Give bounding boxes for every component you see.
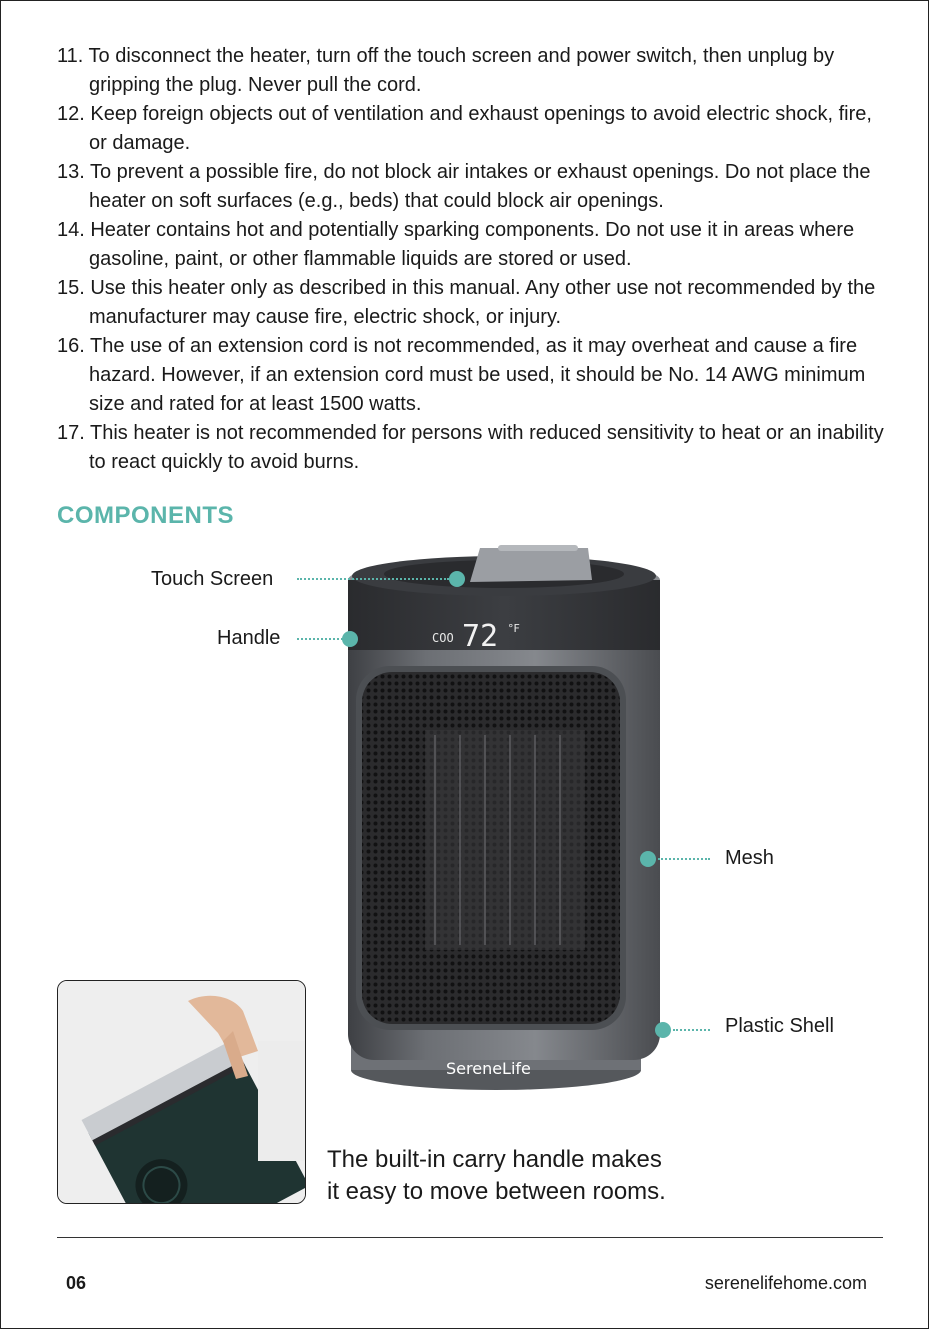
caption-line-2: it easy to move between rooms. (327, 1178, 666, 1205)
touch-screen-leader (297, 578, 449, 580)
instruction-item: 17. This heater is not recommended for persons with reduced sensitivity to heat or an inability to react quickly to avoid burns. (57, 422, 884, 473)
top-handle-plate (470, 548, 592, 582)
brand-logo: SereneLife (446, 1059, 531, 1078)
website-link[interactable]: serenelifehome.com (704, 1273, 867, 1293)
display-mode: COO (432, 631, 454, 645)
display-temperature: 72 (462, 619, 499, 654)
page-number: 06 (66, 1273, 87, 1293)
carry-handle-illustration (58, 981, 305, 1203)
instruction-item: 15. Use this heater only as described in this manual. Any other use not recommended by the manufacturer may cause fire, electric shock, or injury. (57, 277, 876, 328)
handle-label: Handle (217, 627, 281, 649)
instruction-item: 12. Keep foreign objects out of ventilation and exhaust openings to avoid electric shock, fire, or damage. (57, 103, 872, 154)
footer-divider (57, 1237, 883, 1238)
mesh-label: Mesh (725, 847, 774, 869)
safety-instructions-list (57, 42, 887, 477)
caption-line-1: The built-in carry handle makes (327, 1146, 662, 1173)
display-unit: °F (508, 622, 520, 635)
handle-marker (342, 631, 358, 647)
heater-illustration (330, 540, 680, 1120)
plastic-shell-label: Plastic Shell (725, 1015, 834, 1037)
carry-handle-photo (57, 980, 306, 1204)
instruction-item: 13. To prevent a possible fire, do not block air intakes or exhaust openings. Do not place the heater on soft surfaces (e.g., beds) that could block air openings. (57, 161, 871, 212)
touch-screen-label: Touch Screen (151, 568, 274, 590)
instruction-item: 11. To disconnect the heater, turn off the touch screen and power switch, then unplug by gripping the plug. Never pull the cord. (57, 45, 835, 96)
components-heading: COMPONENTS (57, 502, 235, 529)
instruction-item: 14. Heater contains hot and potentially sparking components. Do not use it in areas where gasoline, paint, or other flammable liquids are stored or used. (57, 219, 855, 270)
mesh-leader (658, 858, 710, 860)
handle-leader (297, 638, 343, 640)
touch-screen-marker (449, 571, 465, 587)
plastic-shell-marker (655, 1022, 671, 1038)
instruction-item: 16. The use of an extension cord is not recommended, as it may overheat and cause a fire hazard. However, if an extension cord must be used, it should be No. 14 AWG minimum size and rated for at least 1500 watts. (57, 335, 866, 415)
plastic-shell-leader (673, 1029, 710, 1031)
mesh-marker (640, 851, 656, 867)
carry-handle-caption (327, 1144, 727, 1208)
